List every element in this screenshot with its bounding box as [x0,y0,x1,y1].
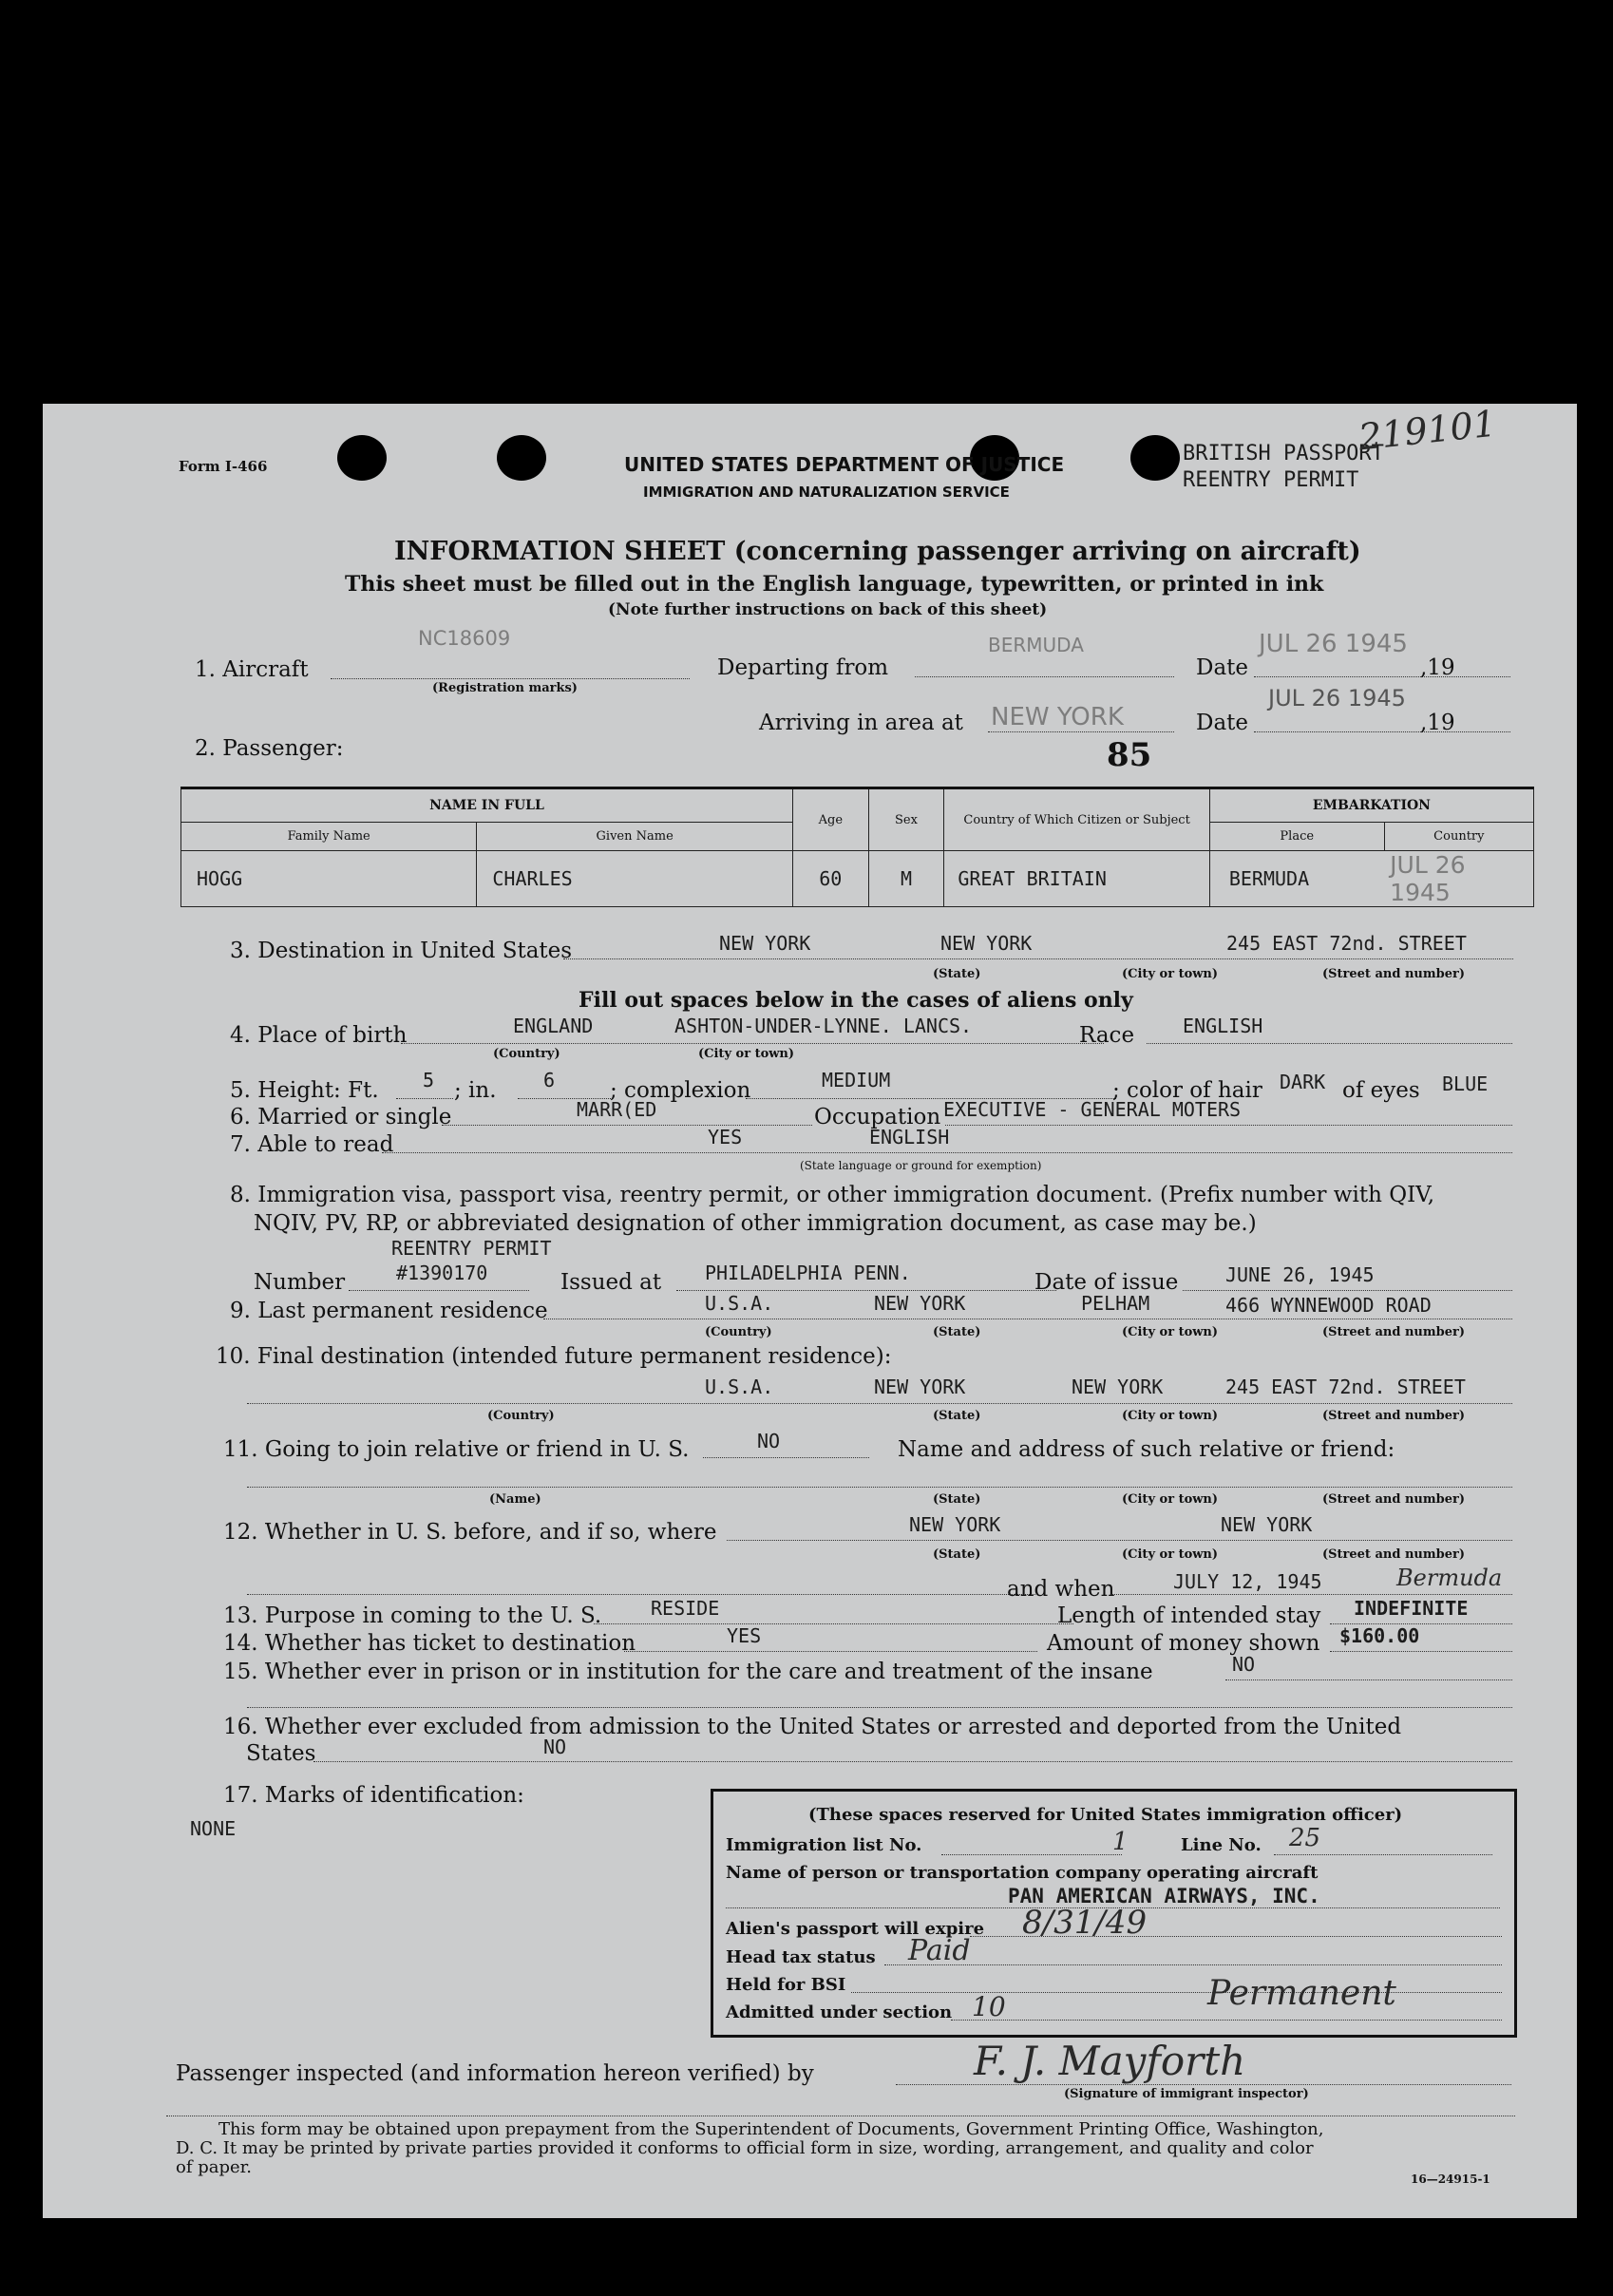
expire-value: 8/31/49 [1022,1904,1148,1942]
residence-cap-state: (State) [933,1325,981,1339]
issue-date-label: Date of issue [1034,1270,1179,1295]
height-label: 5. Height: Ft. [230,1078,379,1103]
sheet-note: (Note further instructions on back of this sheet) [608,600,1048,619]
punch-hole [337,435,387,481]
passenger-label: 2. Passenger: [195,736,344,761]
footer-code: 16—24915-1 [1411,2173,1490,2186]
prison-label: 15. Whether ever in prison or in institution for the care and treatment of the insane [223,1660,1153,1684]
operator-label: Name of person or transportation company operating aircraft [726,1863,1319,1883]
form-number: Form I-466 [179,458,268,475]
inspected-caption: (Signature of immigrant inspector) [1064,2087,1309,2101]
aircraft-value: NC18609 [418,627,511,650]
name-in-full-header: NAME IN FULL [181,788,793,823]
list-line [941,1854,1122,1855]
issued-value: PHILADELPHIA PENN. [705,1262,911,1284]
purpose-line [594,1623,1073,1624]
join-name-line [247,1487,1512,1488]
departing-line [915,676,1174,677]
arriving-line [988,731,1174,732]
birth-line [401,1043,1104,1044]
list-value: 1 [1112,1828,1129,1856]
issued-label: Issued at [560,1270,662,1295]
purpose-label: 13. Purpose in coming to the U. S. [223,1603,602,1628]
final-city: NEW YORK [1072,1376,1164,1398]
admission-status: Permanent [1207,1974,1396,2013]
sex-header: Sex [868,788,944,851]
expire-label: Alien's passport will expire [726,1919,985,1939]
join-cap-city: (City or town) [1122,1492,1219,1507]
inspected-label: Passenger inspected (and information hereon verified) by [176,2061,814,2086]
residence-street: 466 WYNNEWOOD ROAD [1225,1294,1432,1317]
prison-value: NO [1232,1653,1256,1676]
ticket-value: YES [727,1624,762,1647]
final-street: 245 EAST 72nd. STREET [1225,1376,1466,1398]
final-cap-street: (Street and number) [1322,1409,1465,1423]
residence-city: PELHAM [1081,1292,1150,1315]
prison-line [1225,1679,1512,1680]
residence-label: 9. Last permanent residence [230,1299,548,1323]
race-line [1147,1043,1512,1044]
country-header: Country [1384,823,1533,851]
birth-label: 4. Place of birth [230,1023,408,1048]
passport-sub: REENTRY PERMIT [1183,468,1359,492]
age-header: Age [792,788,868,851]
line-value: 25 [1289,1824,1321,1852]
sheet-subtitle: This sheet must be filled out in the English language, typewritten, or printed in ink [345,572,1324,597]
occupation-label: Occupation [814,1105,941,1129]
ticket-label: 14. Whether has ticket to destination [223,1631,636,1656]
visa-line1: 8. Immigration visa, passport visa, reentry permit, or other immigration document. (Prefix number with QIV, [230,1183,1435,1207]
final-cap-city: (City or town) [1122,1409,1219,1423]
birth-city: ASHTON-UNDER-LYNNE. LANCS. [674,1015,973,1037]
read-language: ENGLISH [869,1126,950,1148]
passenger-table [180,787,1534,907]
visa-line2: NQIV, PV, RP, or abbreviated designation of other immigration document, as case may be.) [254,1211,1257,1236]
departing-label: Departing from [717,655,889,680]
before-cap-state: (State) [933,1547,981,1562]
punch-hole [1130,435,1180,481]
service-heading: IMMIGRATION AND NATURALIZATION SERVICE [643,484,1010,501]
height-ft-line [396,1098,453,1099]
inspected-line [896,2084,1511,2085]
residence-cap-street: (Street and number) [1322,1325,1465,1339]
purpose-value: RESIDE [651,1597,720,1620]
officer-header: (These spaces reserved for United States immigration officer) [808,1805,1403,1825]
aircraft-label: 1. Aircraft [195,657,309,682]
handwritten-reference: 219101 [1357,402,1498,459]
join-line [703,1457,869,1458]
birth-cap-country: (Country) [493,1047,560,1061]
visa-number-line [349,1290,529,1291]
section-label: Admitted under section [726,2002,953,2022]
embarkation-stamp: JUL 26 1945 [1384,851,1533,907]
aircraft-caption: (Registration marks) [432,681,578,695]
citizen-header: Country of Which Citizen or Subject [944,788,1209,851]
marks-value: NONE [190,1817,237,1840]
arriving-label: Arriving in area at [759,711,963,735]
final-cap-country: (Country) [487,1409,555,1423]
final-country: U.S.A. [705,1376,774,1398]
destination-cap-state: (State) [933,967,981,981]
race-label: Race [1079,1023,1135,1048]
family-name-cell: HOGG [181,851,477,907]
prison-extra-line [247,1707,1512,1708]
money-value: $160.00 [1339,1624,1420,1647]
stay-label: Length of intended stay [1057,1603,1321,1628]
operator-value: PAN AMERICAN AIRWAYS, INC. [1008,1885,1320,1907]
departing-date: JUL 26 1945 [1259,630,1408,658]
excluded-line2: States [246,1741,316,1766]
aliens-note: Fill out spaces below in the cases of aliens only [579,988,1133,1013]
footer-line2: D. C. It may be printed by private parties provided it conforms to official form in size, wording, arrangement, and quality and color [176,2138,1314,2158]
line-label: Line No. [1181,1835,1262,1855]
aircraft-line [331,678,690,679]
occupation-line [945,1125,1512,1126]
given-name-header: Given Name [477,823,793,851]
passport-type: BRITISH PASSPORT [1183,442,1384,465]
before-extra-line [247,1594,1035,1595]
citizen-cell: GREAT BRITAIN [944,851,1209,907]
before-line [727,1540,1512,1541]
department-heading: UNITED STATES DEPARTMENT OF JUSTICE [624,453,1065,476]
visa-number-label: Number [254,1270,346,1295]
excluded-line [313,1761,1512,1762]
destination-city: NEW YORK [940,932,1033,955]
before-state: NEW YORK [909,1513,1001,1536]
arriving-value: NEW YORK [991,703,1124,731]
section-line [951,2020,1502,2021]
read-label: 7. Able to read [230,1132,394,1157]
final-state: NEW YORK [874,1376,966,1398]
departing-date-label: Date [1196,655,1249,680]
before-cap-city: (City or town) [1122,1547,1219,1562]
arrival-number: 85 [1107,736,1152,774]
destination-street: 245 EAST 72nd. STREET [1226,932,1467,955]
join-value: NO [757,1430,781,1452]
footer-line1: This form may be obtained upon prepayment from the Superintendent of Documents, Government Printing Office, Washington, [218,2119,1324,2139]
departing-year: ,19 [1420,655,1455,680]
given-name-cell: CHARLES [477,851,793,907]
departing-date-line [1254,676,1510,677]
tax-label: Head tax status [726,1947,876,1967]
read-value: YES [708,1126,743,1148]
family-name-header: Family Name [181,823,477,851]
before-when-label: and when [1007,1577,1115,1602]
residence-state: NEW YORK [874,1292,966,1315]
destination-label: 3. Destination in United States [230,939,573,963]
before-when: JULY 12, 1945 [1173,1570,1322,1593]
married-label: 6. Married or single [230,1105,452,1129]
stay-value: INDEFINITE [1354,1597,1469,1620]
place-header: Place [1209,823,1384,851]
birth-country: ENGLAND [513,1015,594,1037]
punch-hole [497,435,546,481]
bsi-label: Held for BSI [726,1975,846,1995]
arriving-date-line [1254,731,1510,732]
join-cap-name: (Name) [489,1492,541,1507]
race-value: ENGLISH [1183,1015,1263,1037]
departing-value: BERMUDA [988,634,1084,656]
officer-box [711,1789,1517,2038]
destination-line [563,958,1513,959]
place-cell: BERMUDA [1209,851,1384,907]
before-cap-street: (Street and number) [1322,1547,1465,1562]
before-city: NEW YORK [1221,1513,1313,1536]
visa-type: REENTRY PERMIT [391,1237,552,1260]
footer-line3: of paper. [176,2157,252,2177]
height-in: 6 [543,1069,556,1091]
destination-cap-city: (City or town) [1122,967,1219,981]
final-destination-line [247,1403,1512,1404]
list-label: Immigration list No. [726,1835,922,1855]
married-value: MARR(ED [577,1098,657,1121]
information-sheet-document [43,404,1577,2218]
tax-line [884,1964,1502,1965]
excluded-line1: 16. Whether ever excluded from admission to the United States or arrested and deported from the United [223,1715,1402,1739]
arriving-year: ,19 [1420,711,1455,735]
residence-cap-country: (Country) [705,1325,772,1339]
join-cap-state: (State) [933,1492,981,1507]
hair-value: DARK [1280,1071,1326,1093]
arriving-date: JUL 26 1945 [1268,685,1406,712]
sheet-title: INFORMATION SHEET (concerning passenger arriving on aircraft) [394,537,1361,566]
sex-cell: M [868,851,944,907]
residence-cap-city: (City or town) [1122,1325,1219,1339]
join-label: 11. Going to join relative or friend in U. S. [223,1437,690,1462]
embarkation-header: EMBARKATION [1209,788,1533,823]
section-value: 10 [972,1991,1006,2022]
before-handwritten: Bermuda [1396,1565,1503,1591]
married-line [442,1125,812,1126]
before-when-line [1111,1594,1512,1595]
complexion-label: ; complexion [610,1078,751,1103]
complexion-value: MEDIUM [822,1069,891,1091]
marks-label: 17. Marks of identification: [223,1783,524,1808]
height-ft: 5 [423,1069,435,1091]
ticket-line [624,1651,1037,1652]
final-cap-state: (State) [933,1409,981,1423]
tax-value: Paid [908,1934,971,1967]
read-caption: (State language or ground for exemption) [800,1159,1042,1172]
read-line [382,1152,1512,1153]
inspector-signature: F. J. Mayforth [974,2038,1246,2084]
eyes-value: BLUE [1442,1072,1489,1095]
height-in-label: ; in. [454,1078,497,1103]
issue-date-line [1183,1290,1512,1291]
eyes-label: of eyes [1342,1078,1420,1103]
destination-state: NEW YORK [719,932,811,955]
issue-date: JUNE 26, 1945 [1225,1263,1375,1286]
line-line [1274,1854,1492,1855]
join-name-label: Name and address of such relative or friend: [898,1437,1395,1462]
arriving-date-label: Date [1196,711,1249,735]
before-label: 12. Whether in U. S. before, and if so, where [223,1520,717,1545]
visa-number: #1390170 [396,1262,488,1284]
birth-cap-city: (City or town) [698,1047,795,1061]
excluded-value: NO [543,1736,567,1758]
hair-label: ; color of hair [1112,1078,1262,1103]
bsi-line [851,1992,1502,1993]
money-line [1330,1651,1512,1652]
occupation-value: EXECUTIVE - GENERAL MOTERS [943,1098,1242,1121]
final-destination-label: 10. Final destination (intended future permanent residence): [216,1344,892,1369]
age-cell: 60 [792,851,868,907]
residence-country: U.S.A. [705,1292,774,1315]
money-label: Amount of money shown [1047,1631,1320,1656]
destination-cap-street: (Street and number) [1322,967,1465,981]
join-cap-street: (Street and number) [1322,1492,1465,1507]
issued-line [676,1290,1056,1291]
